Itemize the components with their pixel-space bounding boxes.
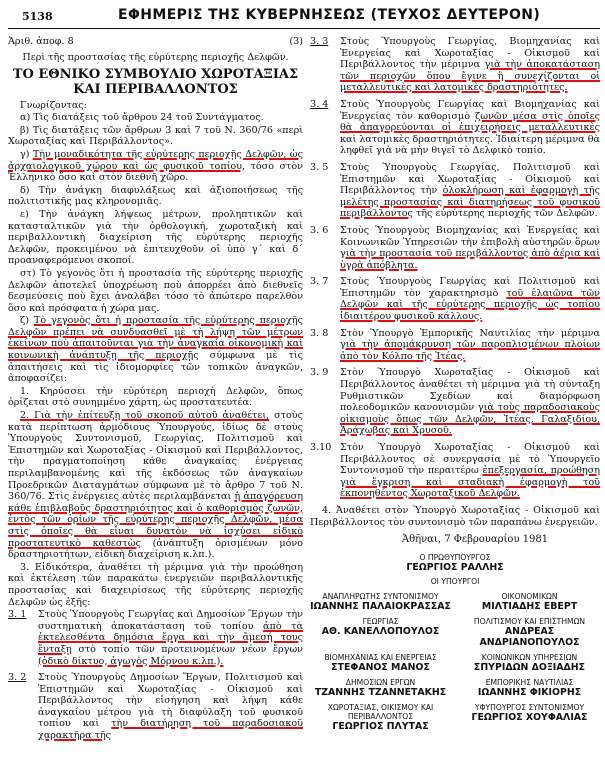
left-column	[8, 36, 303, 758]
article-4: 4. Ἀναθέτει στὸν Ὑπουργὸ Χωροταξίας - Οἰκισμοῦ καὶ Περιβάλλοντος τὸν συντονισμὸ τῶν παραπάνω ἐνεργειῶν.	[310, 504, 600, 528]
item-3-8: 3. 8 Στὸν Ὑπουργὸ Ἐμπορικῆς Ναυτιλίας τὴν μέριμνα γιὰ τὴν ἀπομάκρυνση τῶν παροπλισμένων πλοίων ἀπὸ τὸν Κόλπο τῆς Ἰτέας.	[310, 327, 600, 362]
item-number: 3.10	[310, 442, 332, 453]
clause-st: στ) Τὸ γεγονὸς ὅτι ἡ προστασία τῆς εὐρύτερης περιοχῆς Δελφῶν ἀποτελεῖ ὑποχρέωση ποὺ ἀπορρέει ἀπὸ διεθνεῖς δεσμεύσεις ποὺ ἔχει ἀναλάβει τόσο τὸ ἀπώτερο παρελθὸν ὅσο καὶ πρόσφατα ἡ χώρα μας.	[8, 267, 303, 314]
clause-c: γ) Τὴν μοναδικότητα τῆς εὐρύτερης περιοχῆς Δελφῶν, ὡς ἀρχαιολογικοῦ χώρου καὶ ὡς φυσικοῦ τοπίου, τόσο στὸν Ἑλληνικὸ ὅσο καὶ στὸν διεθνῆ χῶρο.	[8, 148, 303, 184]
item-number: 3. 5	[310, 161, 329, 173]
signer: ΠΟΛΙΤΙΣΜΟΥ ΚΑΙ ΕΠΙΣΤΗΜΩΝ ΑΝΔΡΕΑΣ ΑΝΔΡΙΑΝΟΠΟΥΛΟΣ	[473, 617, 586, 649]
right-column	[310, 36, 600, 758]
item-number: 3. 9	[310, 367, 329, 379]
article-3: 3. Εἰδικότερα, ἀναθέτει τὴ μέριμνα γιὰ τὴν προώθηση καὶ ἐκτέλεση τῶν παρακάτω ἐνεργειῶν περιβαλλοντικῆς προστασίας καὶ διαχειρίσεως τῆς εὐρύτερης περιοχῆς Δελφῶν ὡς ἑξῆς:	[8, 561, 303, 608]
item-3-10: 3.10 Στὸν Ὑπουργὸ Χωροταξίας - Οἰκισμοῦ καὶ Περιβάλλοντος σὲ συνεργασία μὲ τὸ Ὑπουργεῖο Συντονισμοῦ τὴν περαιτέρω ἐπεξεργασία, προώθηση γιὰ ἔγκριση καὶ σταδιακὴ ἐφαρμογὴ τοῦ ἐκπονηθέντος Χωροταξικοῦ Δελφῶν.	[310, 442, 600, 500]
clause-a: α) Τὶς διατάξεις τοῦ ἄρθρου 24 τοῦ Συντάγματος.	[20, 112, 264, 124]
item-3-1: 3. 1 Στοὺς Ὑπουργοὺς Γεωργίας καὶ Δημοσίων Ἔργων τὴν συστηματικὴ ἀποκατάσταση τοῦ τοπίου ἀπὸ τὰ ἐκτελεσθέντα δημόσια ἔργα καὶ τὴν ἄμεσή τους ἔνταξη στὸ τοπίο τῶν προτεινομένων νέων ἔργων (ὁδικὸ δίκτυο, ἀγωγὸς Μόρνου κ.λπ.).	[8, 609, 303, 667]
signer: ΑΝΑΠΛΗΡΩΤΗΣ ΣΥΝΤΟΝΙΣΜΟΥ ΙΩΑΝΝΗΣ ΠΑΛΑΙΟΚΡΑΣΣΑΣ	[310, 592, 451, 613]
considering-label: Γνωρίζοντας:	[20, 99, 87, 111]
signer: ΟΙΚΟΝΟΜΙΚΩΝ ΜΙΛΤΙΑΔΗΣ ΕΒΕΡΤ	[481, 592, 578, 613]
item-number: 3. 4	[310, 98, 329, 110]
signer: ΧΩΡΟΤΑΞΙΑΣ, ΟΙΚΙΣΜΟΥ ΚΑΙ ΠΕΡΙΒΑΛΛΟΝΤΟΣ ΓΕΩΡΓΙΟΣ ΠΛΥΤΑΣ	[327, 703, 434, 733]
authority-heading: ΤΟ ΕΘΝΙΚΟ ΣΥΜΒΟΥΛΙΟ ΧΩΡΟΤΑΞΙΑΣ ΚΑΙ ΠΕΡΙΒΑΛΛΟΝΤΟΣ	[12, 66, 299, 97]
signing-date: Ἀθῆναι, 7 Φεβρουαρίου 1981	[401, 534, 549, 546]
decision-reference	[8, 36, 303, 48]
signer: ΔΗΜΟΣΙΩΝ ΕΡΓΩΝ ΤΖΑΝΝΗΣ ΤΖΑΝΝΕΤΑΚΗΣ	[314, 678, 447, 699]
article-2-highlight-a: 2. Γιὰ τὴν ἐπίτευξη τοῦ σκοποῦ αὐτοῦ ἀναθέτει,	[20, 410, 270, 422]
article-2: 2. Γιὰ τὴν ἐπίτευξη τοῦ σκοποῦ αὐτοῦ ἀναθέτει, στοὺς κατὰ περίπτωση ἁρμόδιους Ὑπουργούς, ἰδίως δὲ στοὺς Ὑπουργοὺς Συντονισμοῦ, Γεωργίας, Πολιτισμοῦ καὶ Ἐπιστημῶν καὶ Χωροταξίας - Οἰκισμοῦ καὶ Περιβάλλοντος, τὴν πραγματοποίηση κάθε ἀναγκαίας ἐνέργειας περιλαμβανομένης καὶ τῆς ἐκδόσεως τῶν ἀναγκαίων Προεδρικῶν Διαταγμάτων σύμφωνα μὲ τὸ ἄρθρο 7 τοῦ Ν. 360/76. Στὶς ἐνέργειες αὐτὲς περιλαμβάνεται ἡ ἀπαγόρευση κάθε ἐπιβλαβοῦς δραστηριότητος καὶ ὁ καθορισμὸς ζωνῶν, ἐντὸς τῶν ὁρίων τῆς εὐρύτερης περιοχῆς Δελφῶν, μέσα στὶς ὁποῖες θὰ εἶναι δυνατὸν νὰ ἰσχύσει εἰδικὸ προστατευτικὸ καθεστὼς (ἀνάπτυξη ὁρισμένων μόνο δραστηριοτήτων, εἰδικὴ διαχείριση κ.λπ.).	[8, 410, 303, 561]
item-3-2: 3. 2 Στοὺς Ὑπουργοὺς Δημοσίων Ἔργων, Πολιτισμοῦ καὶ Ἐπιστημῶν καὶ Χωροταξίας - Οἰκισμοῦ καὶ Περιβάλλοντος τὴν εἰσήγηση καὶ λήψη κάθε ἀναγκαίου μέτρου γιὰ τὴ διαφύλαξη τοῦ φυσικοῦ τοπίου καὶ τὴν διατήρηση τοῦ παραδοσιακοῦ χαρακτῆρα τῆς	[8, 672, 303, 742]
item-number: 3. 8	[310, 327, 329, 339]
page-header	[8, 4, 600, 29]
item-number: 3. 6	[310, 224, 329, 236]
decision-index: (3)	[289, 36, 303, 47]
item-number: 3. 7	[310, 276, 329, 288]
item-number: 3. 1	[8, 609, 27, 621]
item-3-5: 3. 5 Στοὺς Ὑπουργοὺς Γεωργίας, Πολιτισμοῦ καὶ Ἐπιστημῶν καὶ Χωροταξίας - Οἰκισμοῦ καὶ Περιβάλλοντος τὴν ὁλοκλήρωση καὶ ἐφαρμογὴ τῆς μελέτης προστασίας καὶ διατηρήσεως τοῦ φυσικοῦ περιβάλλοντος τῆς εὐρύτερης περιοχῆς τῶν Δελφῶν.	[310, 161, 600, 220]
item-3-9: 3. 9 Στὸν Ὑπουργὸ Χωροταξίας - Οἰκισμοῦ καὶ Περιβάλλοντος ἀναθέτει τὴ μέριμνα γιὰ τὴ σύνταξη Ρυθμιστικῶν Σχεδίων καὶ διαμόρφωση πολεοδομικῶν κανονισμῶν γιὰ τοὺς παραδοσιακοὺς οἰκισμοὺς ὅπως τῶν Δελφῶν, Ἰτέας, Γαλαξιδίου, Ἀράχωβας καὶ Χρυσοῦ.	[310, 367, 600, 437]
decision-number: Ἀριθ. ἀποφ. 8	[8, 36, 74, 47]
signer: ΚΟΙΝΩΝΙΚΩΝ ΥΠΗΡΕΣΙΩΝ ΣΠΥΡΙΔΩΝ ΔΟΞΙΑΔΗΣ	[473, 653, 586, 674]
clause-z-highlight: Τὸ γεγονὸς ὅτι ἡ προστασία τῆς εὐρύτερης περιοχῆς Δελφῶν πρέπει νὰ συνδυασθεῖ μὲ τὴ λήψη τῶν μέτρων ἐκείνων ποὺ ἀπαιτοῦνται γιὰ τὴν ἀναγκαία οἰκονομικὴ καὶ κοινωνικὴ ἀνάπτυξη τῆς περιοχῆς	[8, 315, 303, 362]
item-3-6: 3. 6 Στοὺς Ὑπουργοὺς Βιομηχανίας καὶ Ἐνεργείας καὶ Κοινωνικῶν Ὑπηρεσιῶν τὴν ἐπιβολὴ αὐστηρῶν ὅρων γιὰ τὴν προστασία τοῦ περιβάλλοντος ἀπὸ ἀέρια καὶ ὑγρὰ ἀπόβλητα.	[310, 224, 600, 271]
article-2-highlight-b: ἡ ἀπαγόρευση κάθε ἐπιβλαβοῦς δραστηριότητος καὶ ὁ καθορισμὸς ζωνῶν, ἐντὸς τῶν ὁρίων τῆς εὐρύτερης περιοχῆς Δελφῶν, μέσα στὶς ὁποῖες θὰ εἶναι δυνατὸν νὰ ἰσχύσει εἰδικὸ προστατευτικὸ καθεστὼς	[8, 491, 303, 549]
article-1: 1. Κηρύσσει τὴν εὐρύτερη περιοχὴ Δελφῶν, ὅπως ὁρίζεται στὸ συνημμένο χάρτη, ὡς προστατευτέα.	[8, 385, 303, 409]
ministers-label: ΟΙ ΥΠΟΥΡΓΟΙ	[430, 577, 480, 587]
signatures-grid	[310, 588, 600, 733]
item-3-3: 3. 3 Στοὺς Ὑπουργοὺς Γεωργίας, Βιομηχανίας καὶ Ἐνεργείας καὶ Χωροταξίας - Οἰκισμοῦ καὶ Περιβάλλοντος τὴν μέριμνα γιὰ τὴν ἀποκατάσταση τῶν περιοχῶν ὅπου ἔγινε ἢ συνεχίζονται οἱ μεταλλευτικὲς καὶ λατομικὲς δραστηριότητες.	[310, 36, 600, 94]
gazette-title: ΕΦΗΜΕΡΙΣ ΤΗΣ ΚΥΒΕΡΝΗΣΕΩΣ (ΤΕΥΧΟΣ ΔΕΥΤΕΡΟΝ)	[118, 7, 541, 23]
item-number: 3. 2	[8, 672, 27, 684]
item-3-7: 3. 7 Στοὺς Ὑπουργοὺς Γεωργίας καὶ Πολιτισμοῦ καὶ Ἐπιστημῶν τὸν χαρακτηρισμὸ τοῦ ἐλαιῶνα τῶν Δελφῶν καὶ τῆς εὐρύτερης περιοχῆς ὡς τοπίου ἰδιαιτέρου φυσικοῦ κάλλους.	[310, 276, 600, 323]
clause-b: β) Τὶς διατάξεις τῶν ἄρθρων 3 καὶ 7 τοῦ Ν. 360/76 «περὶ Χωροταξίας καὶ Περιβάλλοντος».	[8, 124, 303, 148]
clause-c-highlight: Τὴν μοναδικότητα τῆς εὐρύτερης περιοχῆς Δελφῶν, ὡς ἀρχαιολογικοῦ χώρου καὶ ὡς φυσικοῦ τοπίου,	[8, 148, 303, 172]
clause-d: δ) Τὴν ἀνάγκη διαφυλάξεως καὶ ἀξιοποιήσεως τῆς πολιτιστικῆς μας κληρονομιᾶς.	[8, 184, 303, 208]
page-number: 5138	[22, 10, 53, 23]
prime-minister-role: Ο ΠΡΩΘΥΠΟΥΡΓΟΣ	[419, 553, 491, 563]
signer: ΕΜΠΟΡΙΚΗΣ ΝΑΥΤΙΛΙΑΣ ΙΩΑΝΝΗΣ ΦΙΚΙΟΡΗΣ	[477, 678, 582, 699]
signer: ΥΦΥΠΟΥΡΓΟΣ ΣΥΝΤΟΝΙΣΜΟΥ ΓΕΩΡΓΙΟΣ ΧΟΥΦΑΛΙΑΣ	[471, 703, 588, 724]
item-number: 3. 3	[310, 36, 329, 47]
signer: ΒΙΟΜΗΧΑΝΙΑΣ ΚΑΙ ΕΝΕΡΓΕΙΑΣ ΣΤΕΦΑΝΟΣ ΜΑΝΟΣ	[324, 653, 437, 674]
decision-subject: Περὶ τῆς προστασίας τῆς εὐρύτερης περιοχῆς Δελφῶν.	[22, 52, 289, 63]
clause-e: ε) Τὴν ἀνάγκη λήψεως μέτρων, προληπτικῶν καὶ κατασταλτικῶν γιὰ τὴν ὀρθολογική, χωροταξικὴ καὶ περιβαλλοντικὴ διαχείριση τῆς εὐρύτερης περιοχῆς Δελφῶν, προκειμένου νὰ ἐπιτευχθοῦν οἱ ὑπὸ γ΄ καὶ δ΄ προαναφερόμενοι σκοποί.	[8, 208, 303, 267]
item-3-4: 3. 4 Στοὺς Ὑπουργοὺς Γεωργίας καὶ Βιομηχανίας καὶ Ἐνεργείας τὸν καθορισμὸ ζωνῶν μέσα στὶς ὁποῖες θὰ ἀπαγορεύονται οἱ ἐπιχειρήσεις μεταλλευτικὲς καὶ λατομικὲς δραστηριότητες. Ἰδιαίτερη μέριμνα θὰ ληφθεῖ γιὰ νὰ μὴν θιγεῖ τὸ Δελφικὸ τοπίο.	[310, 98, 600, 157]
clause-z: ζ) Τὸ γεγονὸς ὅτι ἡ προστασία τῆς εὐρύτερης περιοχῆς Δελφῶν πρέπει νὰ συνδυασθεῖ μὲ τὴ λήψη τῶν μέτρων ἐκείνων ποὺ ἀπαιτοῦνται γιὰ τὴν ἀναγκαία οἰκονομικὴ καὶ κοινωνικὴ ἀνάπτυξη τῆς περιοχῆς σύμφωνα μὲ τὶς ἀπαιτήσεις καὶ τὶς ἰδιομορφίες τῶν τοπικῶν ἀναγκῶν, ἀποφασίζει:	[8, 315, 303, 385]
prime-minister-name: ΓΕΩΡΓΙΟΣ ΡΑΛΛΗΣ	[406, 562, 504, 574]
signer: ΓΕΩΡΓΙΑΣ ΑΘ. ΚΑΝΕΛΛΟΠΟΥΛΟΣ	[321, 617, 440, 638]
